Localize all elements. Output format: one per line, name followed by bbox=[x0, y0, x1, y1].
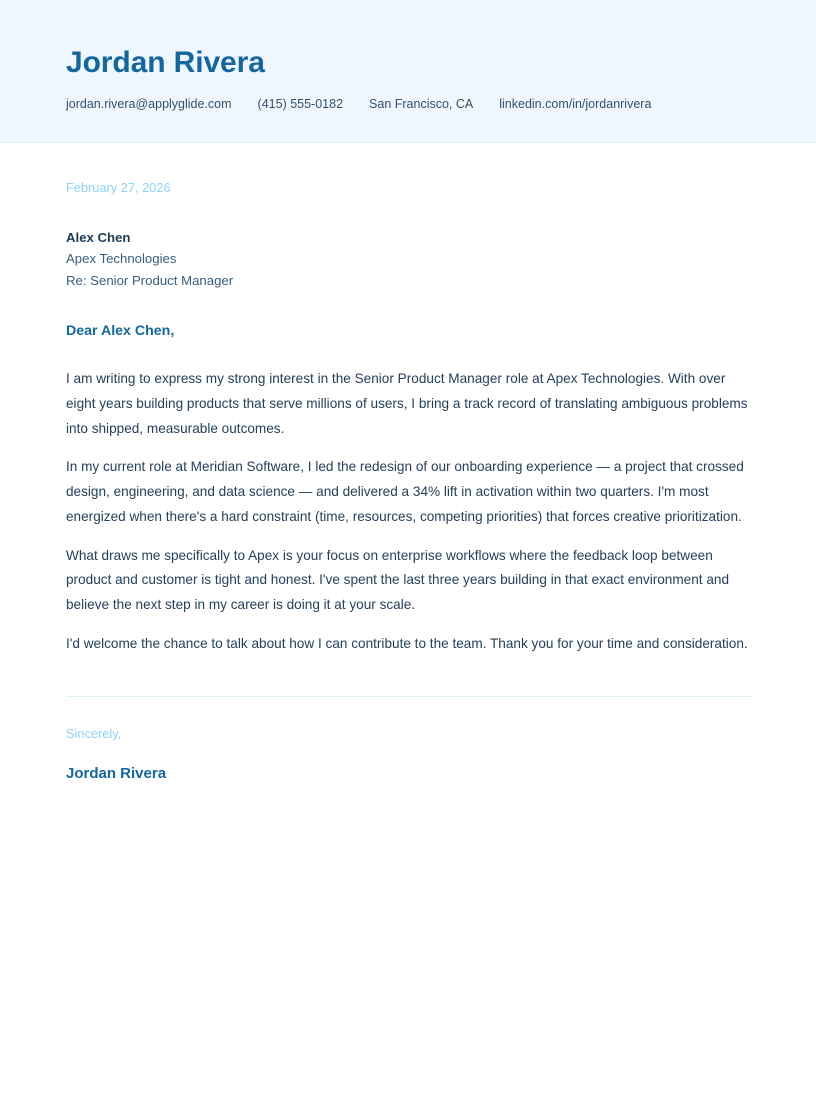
signature-name: Jordan Rivera bbox=[66, 765, 167, 783]
letterhead bbox=[0, 0, 816, 143]
contact-email[interactable]: jordan.rivera@applyglide.com bbox=[66, 96, 232, 111]
contact-location: San Francisco, CA bbox=[369, 96, 474, 111]
letter-paragraph-3: What draws me specifically to Apex is your focus on enterprise workflows where the feedback loop between product and customer is tight and honest. I've spent the last three years building in that exact environment and believe the next step in my career is doing it at your scale. bbox=[66, 547, 730, 613]
contact-phone[interactable]: (415) 555-0182 bbox=[257, 96, 344, 111]
signoff-block bbox=[66, 697, 750, 784]
letter-date: February 27, 2026 bbox=[66, 179, 171, 195]
salutation: Dear Alex Chen, bbox=[66, 322, 175, 339]
letter-body bbox=[0, 143, 816, 784]
signoff-closing: Sincerely, bbox=[66, 725, 122, 741]
sender-name: Jordan Rivera bbox=[66, 46, 265, 79]
recipient-company: Apex Technologies bbox=[66, 251, 177, 267]
letter-paragraph-4: I'd welcome the chance to talk about how I can contribute to the team. Thank you for your time and consideration. bbox=[66, 635, 748, 651]
recipient-name: Alex Chen bbox=[66, 229, 131, 245]
letter-paragraph-1: I am writing to express my strong interest in the Senior Product Manager role at Apex Technologies. With over eight years building products that serve millions of users, I bring a track record of translating ambiguous problems into shipped, measurable outcomes. bbox=[66, 371, 748, 436]
recipient-block bbox=[66, 227, 750, 291]
letter-paragraph-2: In my current role at Meridian Software, I led the redesign of our onboarding experience — a project that crossed design, engineering, and data science — and delivered a 34% lift in activation within two quarters. I'm most energized when there's a hard constraint (time, resources, competing priorities) that forces creative prioritization. bbox=[66, 459, 744, 524]
contact-linkedin[interactable]: linkedin.com/in/jordanrivera bbox=[499, 96, 652, 111]
contact-row bbox=[66, 96, 750, 112]
recipient-subject: Re: Senior Product Manager bbox=[66, 272, 234, 288]
